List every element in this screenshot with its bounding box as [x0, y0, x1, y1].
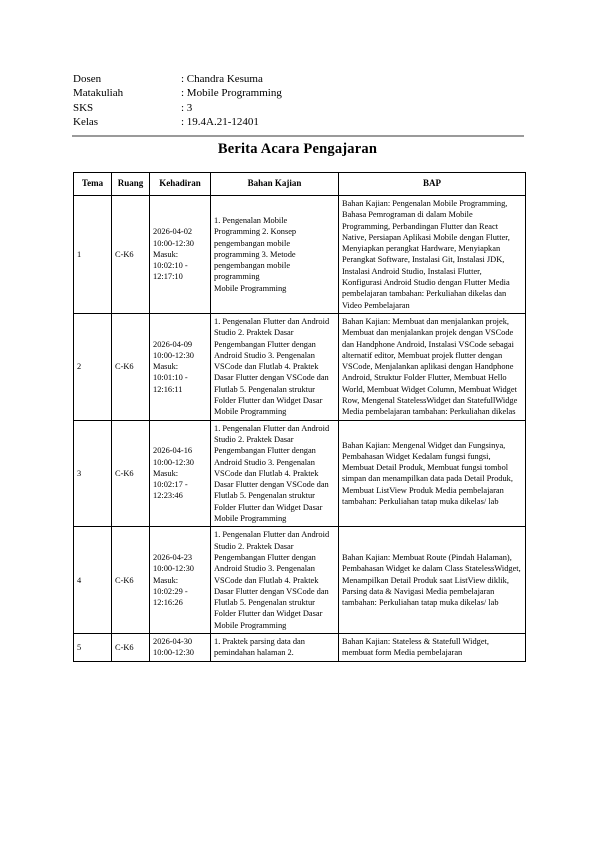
cell-bap: Bahan Kajian: Stateless & Statefull Widget, membuat form Media pembelajaran	[339, 633, 526, 661]
cell-tema: 3	[74, 420, 112, 527]
cell-ruang: C-K6	[112, 313, 150, 420]
info-label: Dosen	[73, 73, 102, 85]
table-header-row	[74, 173, 526, 196]
course-info	[73, 72, 282, 129]
cell-kehadiran: 2026-04-09 10:00-12:30 Masuk: 10:01:10 - 12:16:11	[150, 313, 211, 420]
header-bap: BAP	[339, 173, 526, 196]
info-row-dosen	[73, 72, 282, 86]
info-label: SKS	[73, 101, 94, 114]
bap-table	[73, 172, 526, 662]
table-row	[74, 633, 526, 661]
cell-ruang: C-K6	[112, 420, 150, 527]
cell-bahan-kajian: 1. Praktek parsing data dan pemindahan halaman 2.	[211, 633, 339, 661]
cell-bap: Bahan Kajian: Pengenalan Mobile Programming, Bahasa Pemrograman di dalam Mobile Programming, Perbandingan Flutter dan React Native, Persiapan Aplikasi Mobile dengan Flutter, Menyiapkan perangkat Hardware, Menyiapkan Perangkat Software, Instalasi Git, Instalasi JDK, Instalasi Android Studio, Instalasi Flutter, Konfigurasi Android Studio dengan Flutter Media pembelajaran tambahan: Perkuliahan dikelas dan Video Pembelajaran	[339, 196, 526, 314]
cell-bap: Bahan Kajian: Mengenal Widget dan Fungsinya, Pembahasan Widget Kedalam fungsi fungsi, Membuat Detail Produk, Membuat fungsi tombol simpan dan menampilkan data pada Detail Produk, Membuat ListView Produk Media pembelajaran tambahan: Perkuliahan tatap muka dikelas/ lab	[339, 420, 526, 527]
cell-ruang: C-K6	[112, 196, 150, 314]
info-value: : Mobile Programming	[181, 87, 282, 100]
cell-kehadiran: 2026-04-30 10:00-12:30	[150, 633, 211, 661]
info-label: Matakuliah	[73, 87, 124, 100]
cell-bap: Bahan Kajian: Membuat dan menjalankan projek, Membuat dan menjalankan projek dengan VSCode dan Handphone Android, Instalasi VSCode sebagai alternatif editor, Membuat projek flutter dengan VSCode, Menjalankan aplikasi dengan Handphone Android, Struktur Folder Flutter, Membuat Hello World, Membuat Widget Column, Membuat Widget Row, Mengenal StatelessWidget dan StatefullWidge Media pembelajaran tambahan: Perkuliahan dikelas	[339, 313, 526, 420]
cell-bahan-kajian: 1. Pengenalan Flutter dan Android Studio 2. Praktek Dasar Pengembangan Flutter dengan Android Studio 3. Pengenalan VSCode dan Flutlab 4. Praktek Dasar Flutter dengan VSCode dan Flutlab 5. Pengenalan struktur Folder Flutter dan Widget Dasar Mobile Programming	[211, 420, 339, 527]
info-row-matakuliah	[73, 86, 282, 100]
table-row	[74, 420, 526, 527]
cell-tema: 1	[74, 196, 112, 314]
header-tema: Tema	[74, 173, 112, 196]
table-row	[74, 527, 526, 634]
cell-kehadiran: 2026-04-23 10:00-12:30 Masuk: 10:02:29 - 12:16:26	[150, 527, 211, 634]
info-label: Kelas	[73, 115, 99, 128]
page-title: Berita Acara Pengajaran	[217, 141, 378, 157]
header-bahan-kajian: Bahan Kajian	[211, 173, 339, 196]
divider	[72, 135, 524, 137]
cell-ruang: C-K6	[112, 527, 150, 634]
cell-kehadiran: 2026-04-02 10:00-12:30 Masuk: 10:02:10 - 12:17:10	[150, 196, 211, 314]
cell-tema: 2	[74, 313, 112, 420]
header-ruang: Ruang	[112, 173, 150, 196]
info-value: : Chandra Kesuma	[181, 73, 263, 85]
info-row-sks	[73, 101, 282, 115]
cell-kehadiran: 2026-04-16 10:00-12:30 Masuk: 10:02:17 - 12:23:46	[150, 420, 211, 527]
table-row	[74, 313, 526, 420]
info-value: : 19.4A.21-12401	[181, 115, 259, 128]
cell-bahan-kajian: 1. Pengenalan Mobile Programming 2. Konsep pengembangan mobile programming 3. Metode pengembangan mobile programming Mobile Programming	[211, 196, 339, 314]
table-row	[74, 196, 526, 314]
cell-tema: 4	[74, 527, 112, 634]
cell-bahan-kajian: 1. Pengenalan Flutter dan Android Studio 2. Praktek Dasar Pengembangan Flutter dengan Android Studio 3. Pengenalan VSCode dan Flutlab 4. Praktek Dasar Flutter dengan VSCode dan Flutlab 5. Pengenalan struktur Folder Flutter dan Widget Dasar Mobile Programming	[211, 527, 339, 634]
cell-tema: 5	[74, 633, 112, 661]
info-row-kelas	[73, 115, 282, 129]
cell-bap: Bahan Kajian: Membuat Route (Pindah Halaman), Pembahasan Widget ke dalam Class StatelessWidget, Menampilkan Detail Produk saat ListView diklik, Parsing data & Navigasi Media pembelajaran tambahan: Perkuliahan tatap muka dikelas/ lab	[339, 527, 526, 634]
cell-ruang: C-K6	[112, 633, 150, 661]
header-kehadiran: Kehadiran	[150, 173, 211, 196]
cell-bahan-kajian: 1. Pengenalan Flutter dan Android Studio 2. Praktek Dasar Pengembangan Flutter dengan Android Studio 3. Pengenalan VSCode dan Flutlab 4. Praktek Dasar Flutter dengan VSCode dan Flutlab 5. Pengenalan struktur Folder Flutter dan Widget Dasar Mobile Programming	[211, 313, 339, 420]
info-value: : 3	[181, 101, 193, 114]
